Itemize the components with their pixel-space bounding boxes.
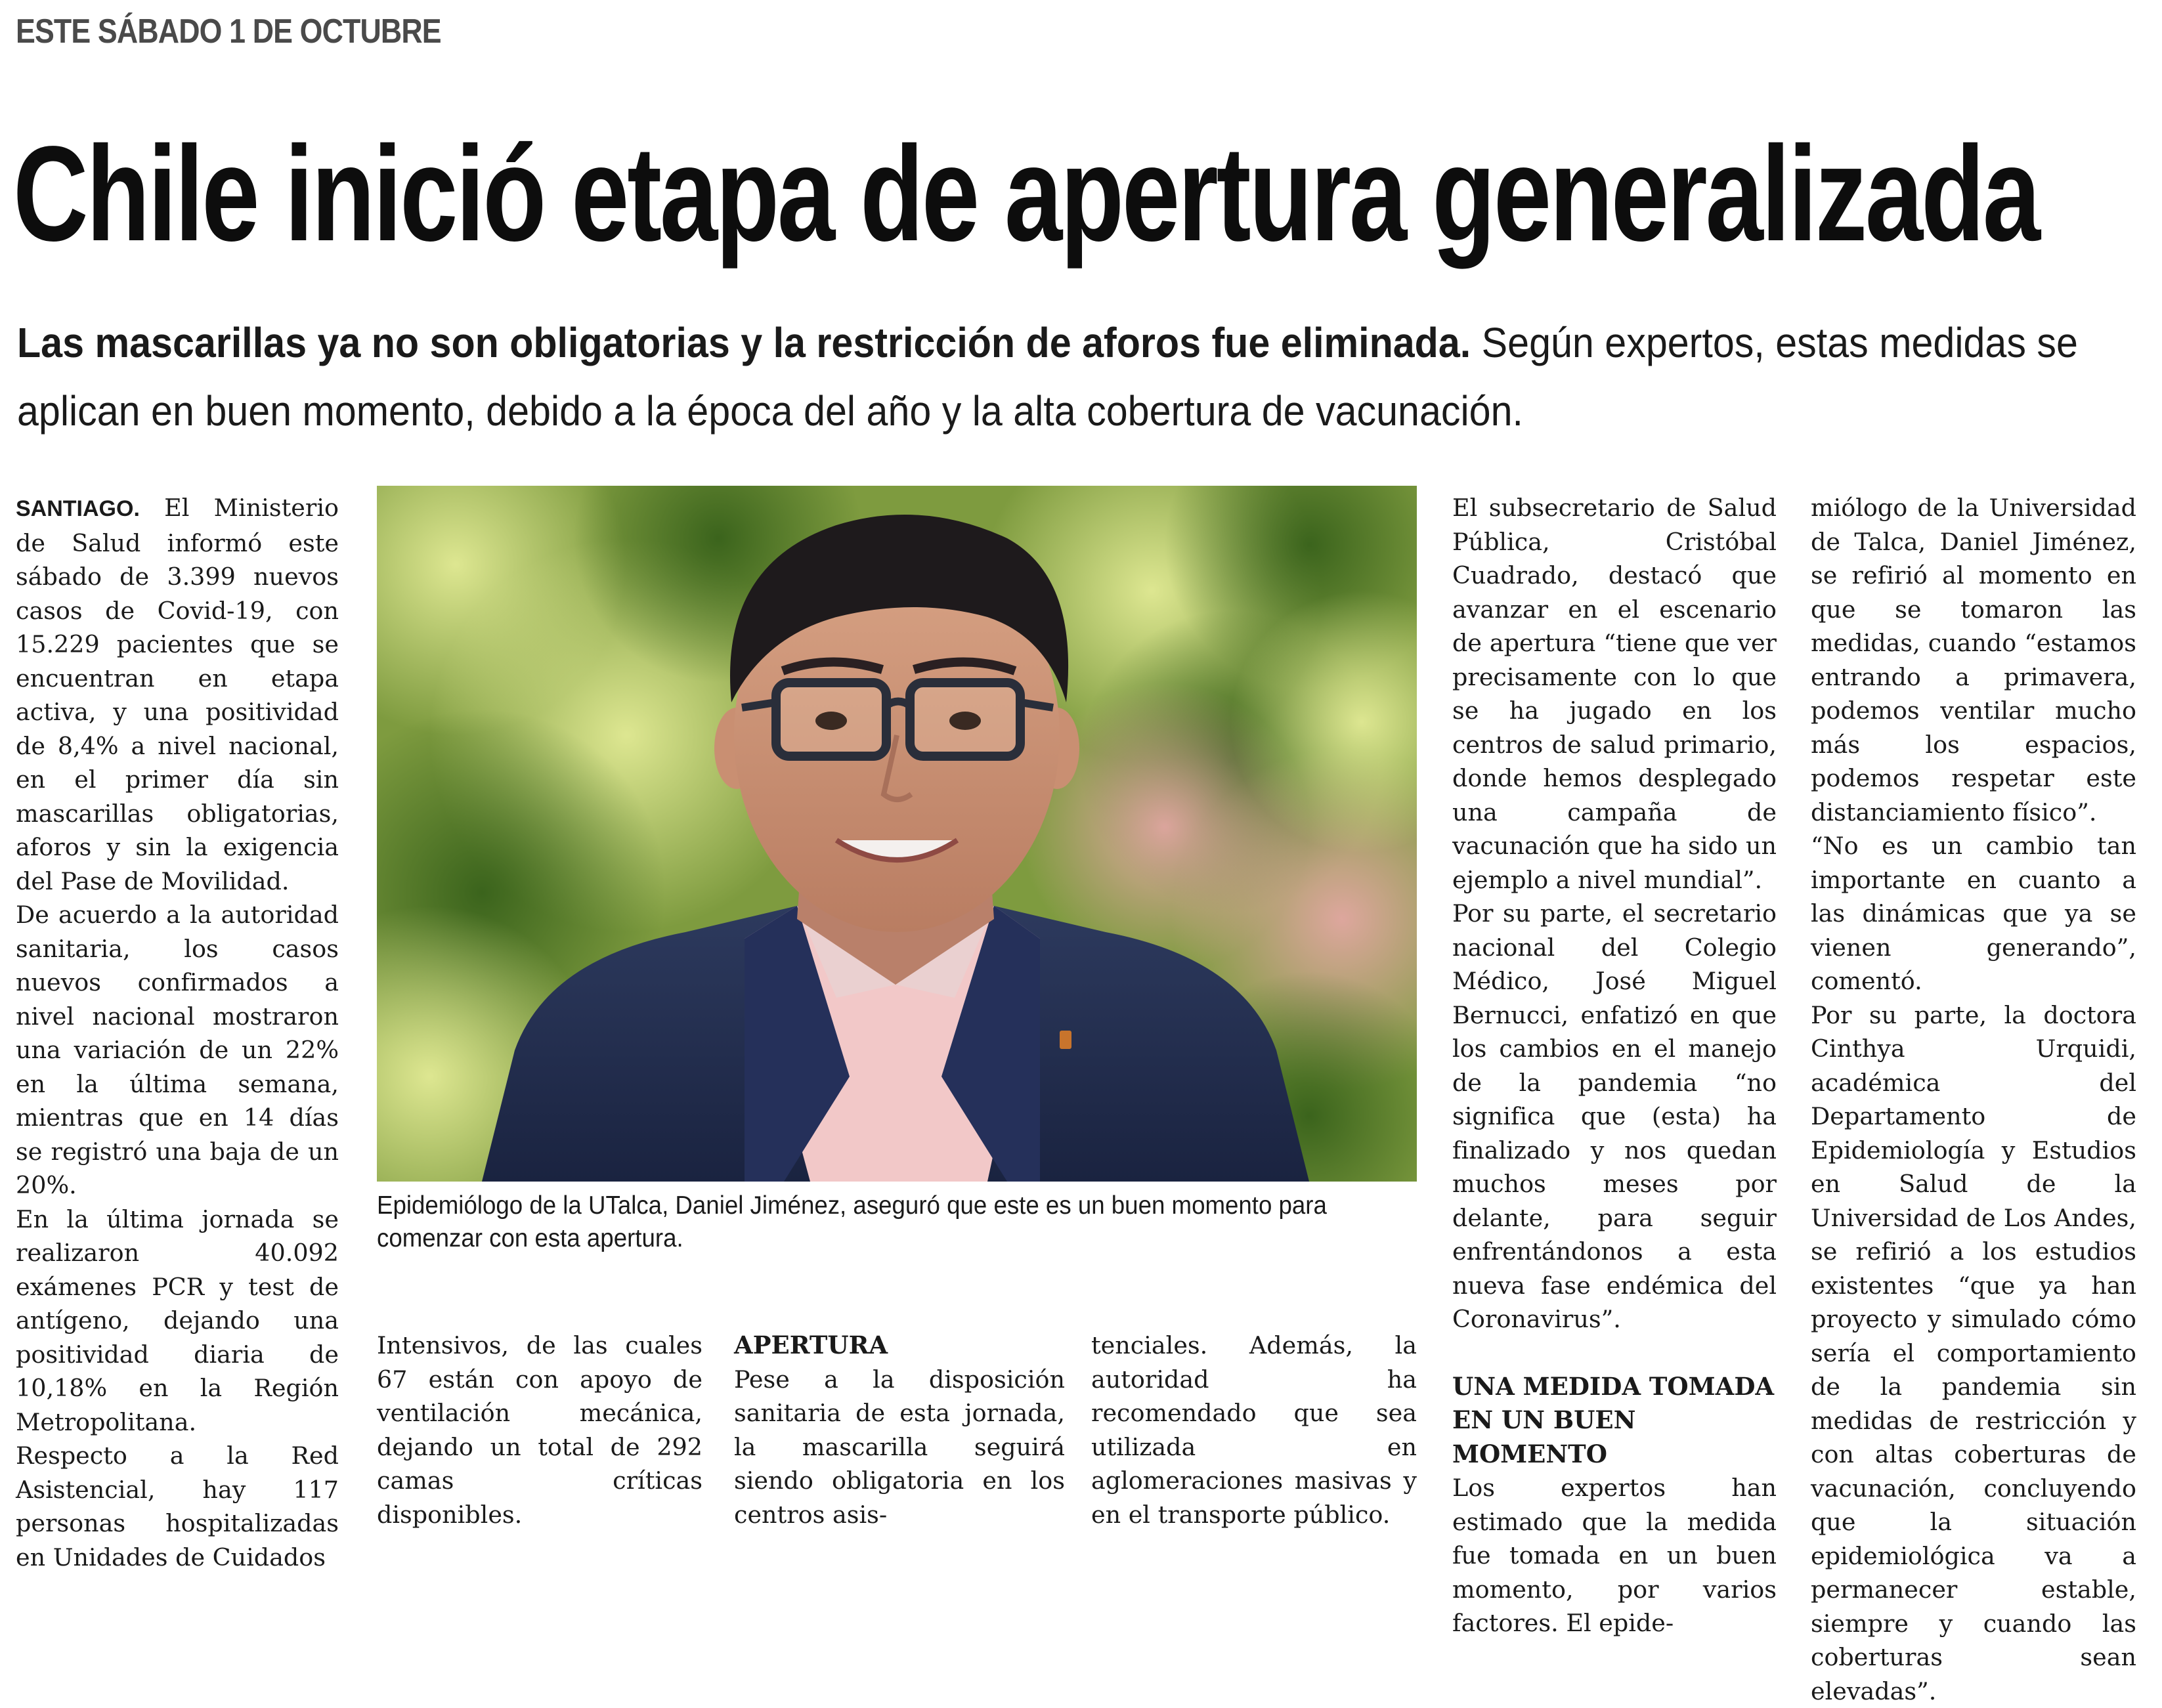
paragraph: Intensivos, de las cuales 67 están con apoyo de ventilación mecánica, dejando un total de 292 camas críticas disponibles. (377, 1329, 703, 1531)
article-column-5 (1452, 491, 1777, 1640)
dateline: SANTIAGO. (16, 496, 140, 521)
headline: Chile inició etapa de apertura generalizada (13, 126, 2039, 261)
paragraph: Pese a la disposición sanitaria de esta jornada, la mascarilla seguirá siendo obligatoria en los centros asis- (734, 1363, 1065, 1532)
article-column-3 (734, 1329, 1065, 1531)
paragraph-text: El Ministerio de Salud informó este sábado de 3.399 nuevos casos de Covid-19, con 15.229 pacientes que se encuentran en etapa activa, y una positividad de 8,4% a nivel nacional, en el primer día sin mascarillas obligatorias, aforos y sin la exigencia del Pase de Movilidad. (16, 494, 339, 895)
photo-caption: Epidemiólogo de la UTalca, Daniel Jiménez, aseguró que este es un buen momento para comenzar con esta apertura. (377, 1189, 1377, 1255)
section-subhead: APERTURA (734, 1329, 1065, 1363)
deck (17, 309, 2094, 445)
kicker: ESTE SÁBADO 1 DE OCTUBRE (16, 12, 441, 51)
paragraph: Respecto a la Red Asistencial, hay 117 personas hospitalizadas en Unidades de Cuidados (16, 1439, 339, 1574)
article-column-6 (1811, 491, 2136, 1708)
section-subhead: UNA MEDIDA TOMADA EN UN BUEN MOMENTO (1452, 1370, 1777, 1472)
paragraph: El subsecretario de Salud Pública, Cristóbal Cuadrado, destacó que avanzar en el escenario de apertura “tiene que ver precisamente con lo que se ha jugado en los centros de salud primario, donde hemos desplegado una campaña de vacunación que ha sido un ejemplo a nivel mundial”. (1452, 491, 1777, 897)
article-column-4 (1091, 1329, 1417, 1531)
paragraph: De acuerdo a la autoridad sanitaria, los casos nuevos confirmados a nivel nacional mostraron una variación de un 22% en la última semana, mientras que en 14 días se registró una baja de un 20%. (16, 898, 339, 1203)
article-column-2 (377, 1329, 703, 1531)
paragraph: tenciales. Además, la autoridad ha recomendado que sea utilizada en aglomeraciones masivas y en el transporte público. (1091, 1329, 1417, 1531)
deck-lead: Las mascarillas ya no son obligatorias y la restricción de aforos fue eliminada. (17, 319, 1471, 366)
paragraph: miólogo de la Universidad de Talca, Daniel Jiménez, se refirió al momento en que se tomaron las medidas, cuando “estamos entrando a primavera, podemos ventilar mucho más los espacios, podemos respetar este distanciamiento físico”. (1811, 491, 2136, 829)
paragraph (16, 491, 339, 898)
paragraph: “No es un cambio tan importante en cuanto a las dinámicas que ya se vienen generando”, comentó. (1811, 829, 2136, 998)
article-column-1 (16, 491, 339, 1574)
paragraph: Por su parte, la doctora Cinthya Urquidi, académica del Departamento de Epidemiología y Estudios en Salud de la Universidad de Los Andes, se refirió a los estudios existentes “que ya han proyecto y simulado cómo sería el comportamiento de la pandemia sin medidas de restricción y con altas coberturas de vacunación, concluyendo que la situación epidemiológica va a permanecer estable, siempre y cuando las coberturas sean elevadas”. (1811, 998, 2136, 1708)
portrait-photo (377, 486, 1417, 1182)
paragraph: En la última jornada se realizaron 40.092 exámenes PCR y test de antígeno, dejando una positividad diaria de 10,18% en la Región Metropolitana. (16, 1203, 339, 1440)
paragraph: Por su parte, el secretario nacional del Colegio Médico, José Miguel Bernucci, enfatizó en que los cambios en el manejo de la pandemia “no significa que (esta) ha finalizado y nos quedan muchos meses por delante, para seguir enfrentándonos a esta nueva fase endémica del Coronavirus”. (1452, 897, 1777, 1336)
deck-rest: Según expertos, estas medidas se aplican en buen momento, debido a la época del año y la alta cobertura de vacunación. (17, 319, 2078, 435)
paragraph: Los expertos han estimado que la medida fue tomada en un buen momento, por varios factores. El epide- (1452, 1471, 1777, 1640)
